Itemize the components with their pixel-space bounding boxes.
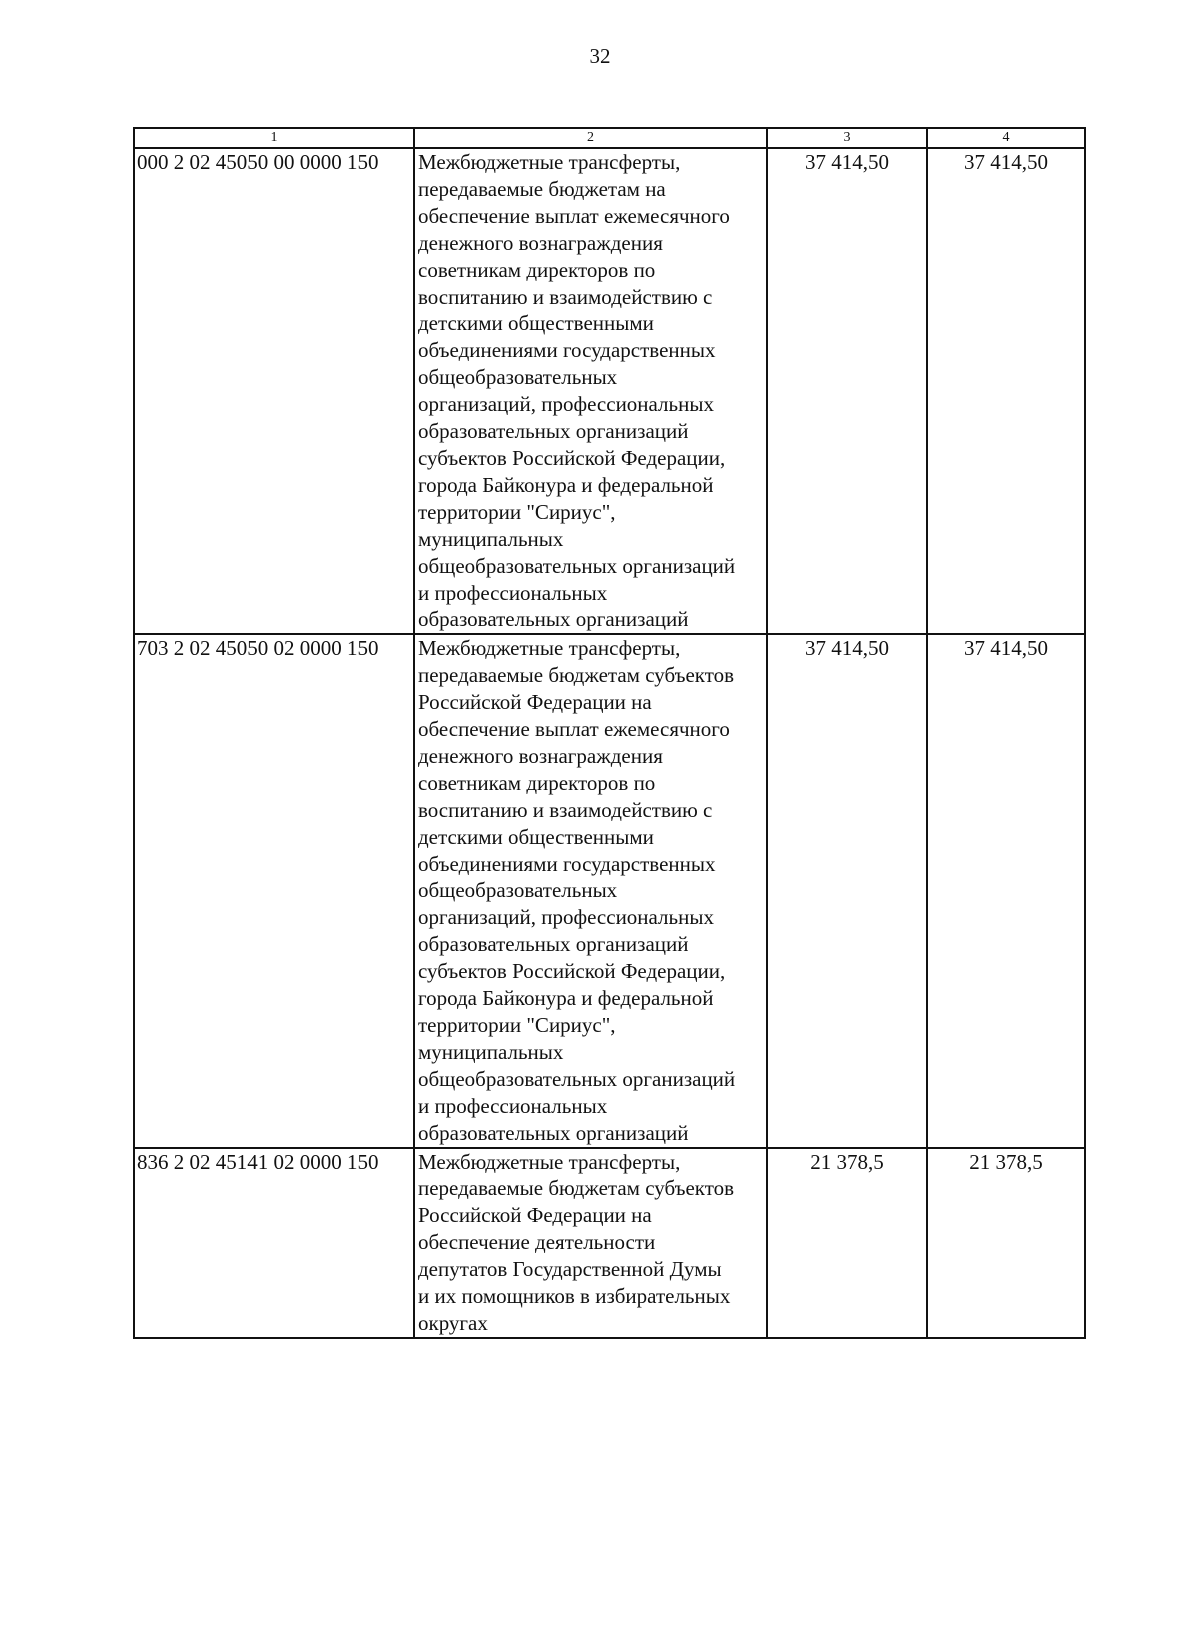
- amount-column-3-cell: 37 414,50: [767, 148, 927, 634]
- column-header-1: 1: [134, 128, 414, 148]
- table-row: [134, 148, 1085, 634]
- description-cell: Межбюджетные трансферты, передаваемые бюджетам на обеспечение выплат ежемесячного денежного вознаграждения советникам директоров по воспитанию и взаимодействию с детскими общественными объединениями государственных общеобразовательных организаций, профессиональных образовательных организаций субъектов Российской Федерации, города Байконура и федеральной территории "Сириус", муниципальных общеобразовательных организаций и профессиональных образовательных организаций: [414, 148, 767, 634]
- table-header-row: [134, 128, 1085, 148]
- description-cell: Межбюджетные трансферты, передаваемые бюджетам субъектов Российской Федерации на обеспечение деятельности депутатов Государственной Думы и их помощников в избирательных округах: [414, 1148, 767, 1338]
- budget-code-cell: 000 2 02 45050 00 0000 150: [134, 148, 414, 634]
- amount-column-3-cell: 37 414,50: [767, 634, 927, 1147]
- description-cell: Межбюджетные трансферты, передаваемые бюджетам субъектов Российской Федерации на обеспечение выплат ежемесячного денежного вознаграждения советникам директоров по воспитанию и взаимодействию с детскими общественными объединениями государственных общеобразовательных организаций, профессиональных образовательных организаций субъектов Российской Федерации, города Байконура и федеральной территории "Сириус", муниципальных общеобразовательных организаций и профессиональных образовательных организаций: [414, 634, 767, 1147]
- budget-table: [133, 127, 1086, 1339]
- page-number: 32: [589, 44, 611, 68]
- budget-code-cell: 836 2 02 45141 02 0000 150: [134, 1148, 414, 1338]
- table-row: [134, 634, 1085, 1147]
- column-header-3: 3: [767, 128, 927, 148]
- amount-column-4-cell: 37 414,50: [927, 634, 1085, 1147]
- column-header-2: 2: [414, 128, 767, 148]
- budget-code-cell: 703 2 02 45050 02 0000 150: [134, 634, 414, 1147]
- amount-column-4-cell: 37 414,50: [927, 148, 1085, 634]
- amount-column-3-cell: 21 378,5: [767, 1148, 927, 1338]
- column-header-4: 4: [927, 128, 1085, 148]
- table-row: [134, 1148, 1085, 1338]
- amount-column-4-cell: 21 378,5: [927, 1148, 1085, 1338]
